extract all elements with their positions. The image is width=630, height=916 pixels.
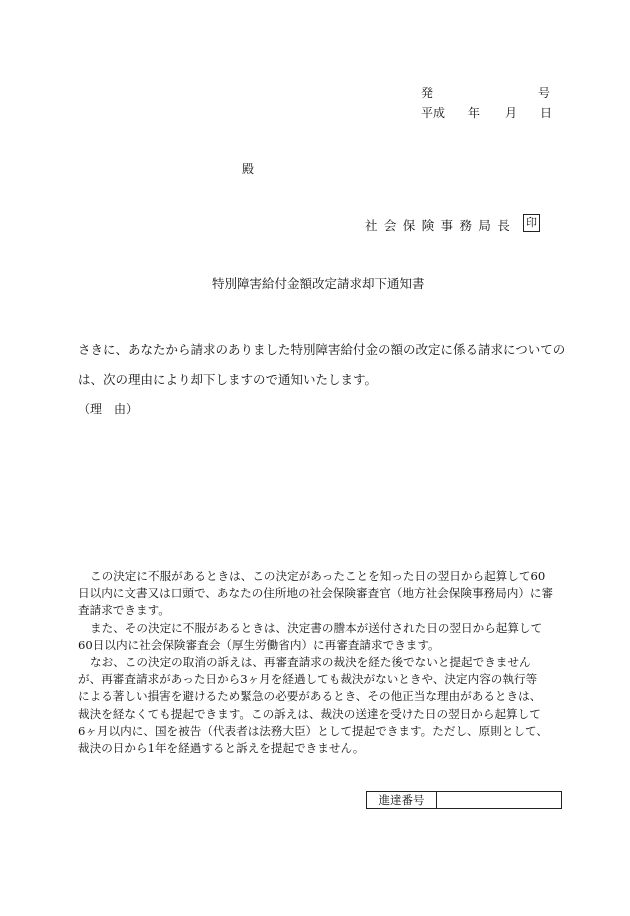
issue-number-prefix: 発 [421,86,434,100]
notice-line: この決定に不服があるときは、この決定があったことを知った日の翌日から起算して60 [90,569,546,583]
notice-line: 6ヶ月以内に、国を被告（代表者は法務大臣）として提起できます。ただし、原則として、 [78,723,548,738]
notice-line: 60日以内に社会保険審査会（厚生労働省内）に再審査請求できます。 [78,637,440,652]
date-year-label: 年 [468,106,481,120]
notice-line: 査請求できます。 [78,603,170,618]
notice-line: が、再審査請求があった日から3ヶ月を経過しても裁決がないときや、決定内容の執行等 [78,672,538,687]
date-day-label: 日 [540,106,553,120]
notice-line: 裁決の日から1年を経過すると訴えを提起できません。 [78,741,365,755]
reference-number-field[interactable] [437,792,561,808]
issue-number-suffix: 号 [538,86,551,100]
notice-line: また、その決定に不服があるときは、決定書の謄本が送付された日の翌日から起算して [90,620,543,635]
date-month-label: 月 [505,106,518,120]
notice-line: 日以内に文書又は口頭で、あなたの住所地の社会保険審査官（地方社会保険事務局内）に審 [78,586,554,601]
document-title: 特別障害給付金額改定請求却下通知書 [212,276,425,291]
notice-line: 裁決を経なくても提起できます。この訴えは、裁決の送達を受けた日の翌日から起算して [78,706,541,721]
addressee-honorific: 殿 [242,162,255,176]
body-line-2: は、次の理由により却下しますので通知いたします。 [78,372,378,387]
seal-stamp: 印 [523,214,540,232]
notice-line: なお、この決定の取消の訴えは、再審査請求の裁決を経た後でないと提起できません [90,655,531,669]
notice-line: による著しい損害を避けるため緊急の必要があるとき、その他正当な理由があるときは、 [78,689,542,704]
issuer-title: 社会保険事務局長 [365,218,517,233]
date-era: 平成 [421,106,446,120]
reference-number-box [366,791,562,809]
reason-label: （理 由） [78,402,139,416]
reference-number-label: 進達番号 [367,792,437,808]
body-line-1: さきに、あなたから請求のありました特別障害給付金の額の改定に係る請求についての [78,342,566,357]
